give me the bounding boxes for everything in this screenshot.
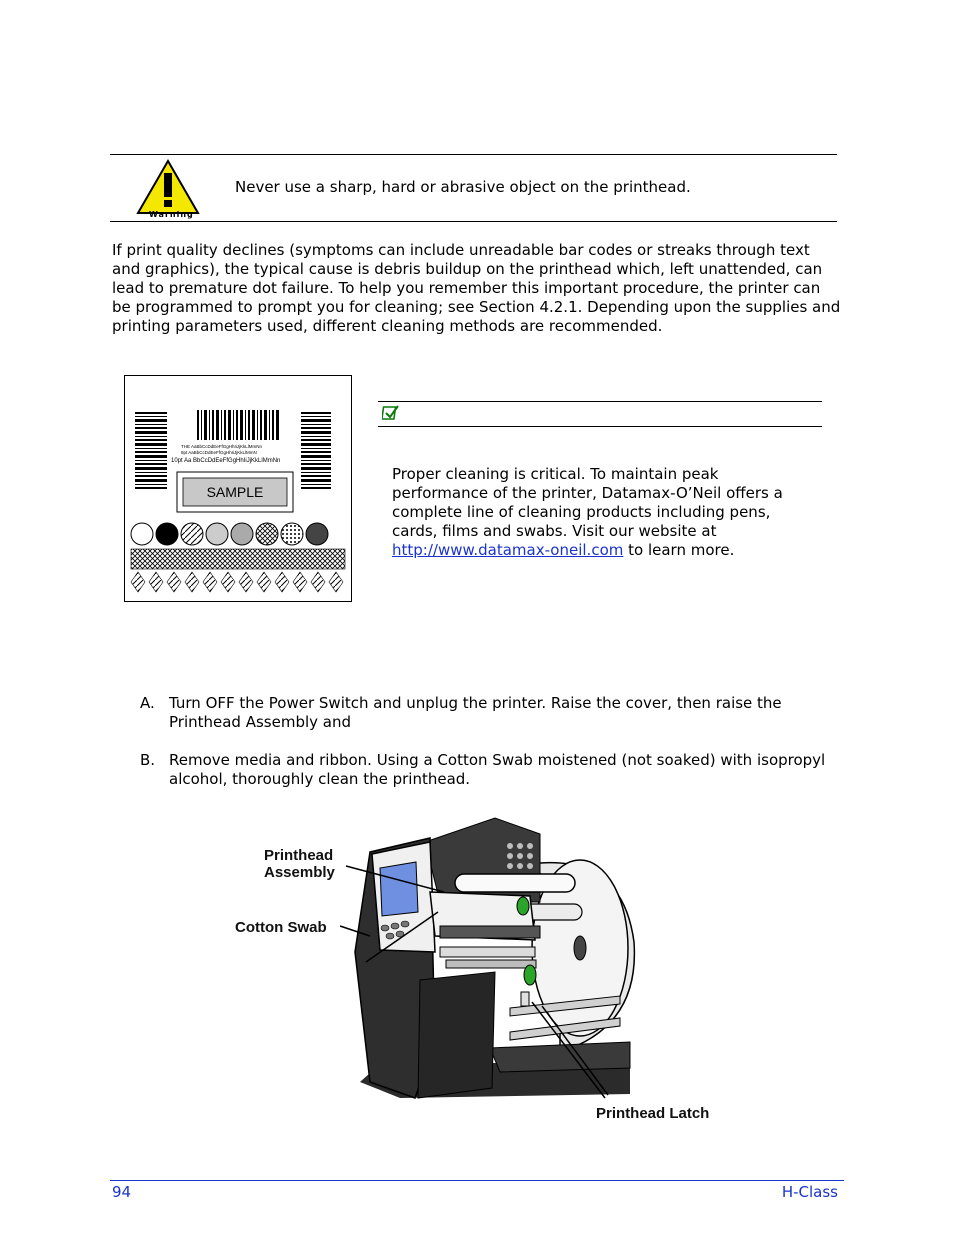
- printer-figure: [230, 812, 730, 1132]
- warning-icon-label: Warning: [149, 210, 194, 219]
- step-b-text: Remove media and ribbon. Using a Cotton Swab moistened (not soaked) with isopropyl alcohol, thoroughly clean the printhead.: [169, 751, 826, 788]
- step-b: [140, 751, 840, 791]
- callout-printhead-assembly: [264, 847, 335, 881]
- warning-text: Never use a sharp, hard or abrasive object on the printhead.: [235, 178, 691, 196]
- note-text: [392, 465, 812, 560]
- step-a-text: Turn OFF the Power Switch and unplug the printer. Raise the cover, then raise the Printhead Assembly and: [169, 694, 782, 731]
- callout-printhead-line1: Printhead: [264, 847, 334, 864]
- note-top-rule: [378, 401, 822, 402]
- note-text-after: to learn more.: [623, 541, 735, 559]
- footer-rule: [110, 1180, 844, 1181]
- print-sample-image: [124, 375, 352, 602]
- warning-top-rule: [110, 154, 837, 155]
- callout-printhead-latch: Printhead Latch: [596, 1105, 710, 1122]
- sample-text-line2: 8pt AaBbCcDdEeFfGgHhIiJjKkLlMmN: [181, 450, 257, 455]
- step-a: [140, 694, 840, 734]
- footer-page-number: 94: [112, 1183, 132, 1201]
- warning-bottom-rule: [110, 221, 837, 222]
- note-bottom-rule: [378, 426, 822, 427]
- callout-cotton-swab: Cotton Swab: [235, 919, 327, 936]
- sample-text-line3: 10pt Aa BbCcDdEeFfGgHhIiJjKkLlMmNn: [171, 458, 281, 464]
- callout-printhead-line2: Assembly: [264, 864, 335, 881]
- note-text-before: Proper cleaning is critical. To maintain peak performance of the printer, Datamax-O’Neil offers a complete line of cleaning products including pens, cards, films and swabs. Visit our website at: [392, 465, 783, 540]
- website-link[interactable]: http://www.datamax-oneil.com: [392, 541, 624, 559]
- step-a-letter: A.: [140, 694, 155, 712]
- step-b-letter: B.: [140, 751, 156, 769]
- sample-word: SAMPLE: [206, 484, 264, 500]
- note-check-icon: [382, 404, 400, 426]
- sample-text-line1: THE AaBbCcDdEeFfGgHhIiJjKkLlMmNn: [181, 444, 263, 449]
- intro-paragraph: If print quality declines (symptoms can include unreadable bar codes or streaks through text and graphics), the typical cause is debris buildup on the printhead which, left unattended, can lead to premature dot failure. To help you remember this important procedure, the printer can be programmed to prompt you for cleaning; see Section 4.2.1. Depending upon the supplies and printing parameters used, different cleaning methods are recommended.: [112, 241, 841, 335]
- footer-product-name: H-Class: [781, 1183, 838, 1201]
